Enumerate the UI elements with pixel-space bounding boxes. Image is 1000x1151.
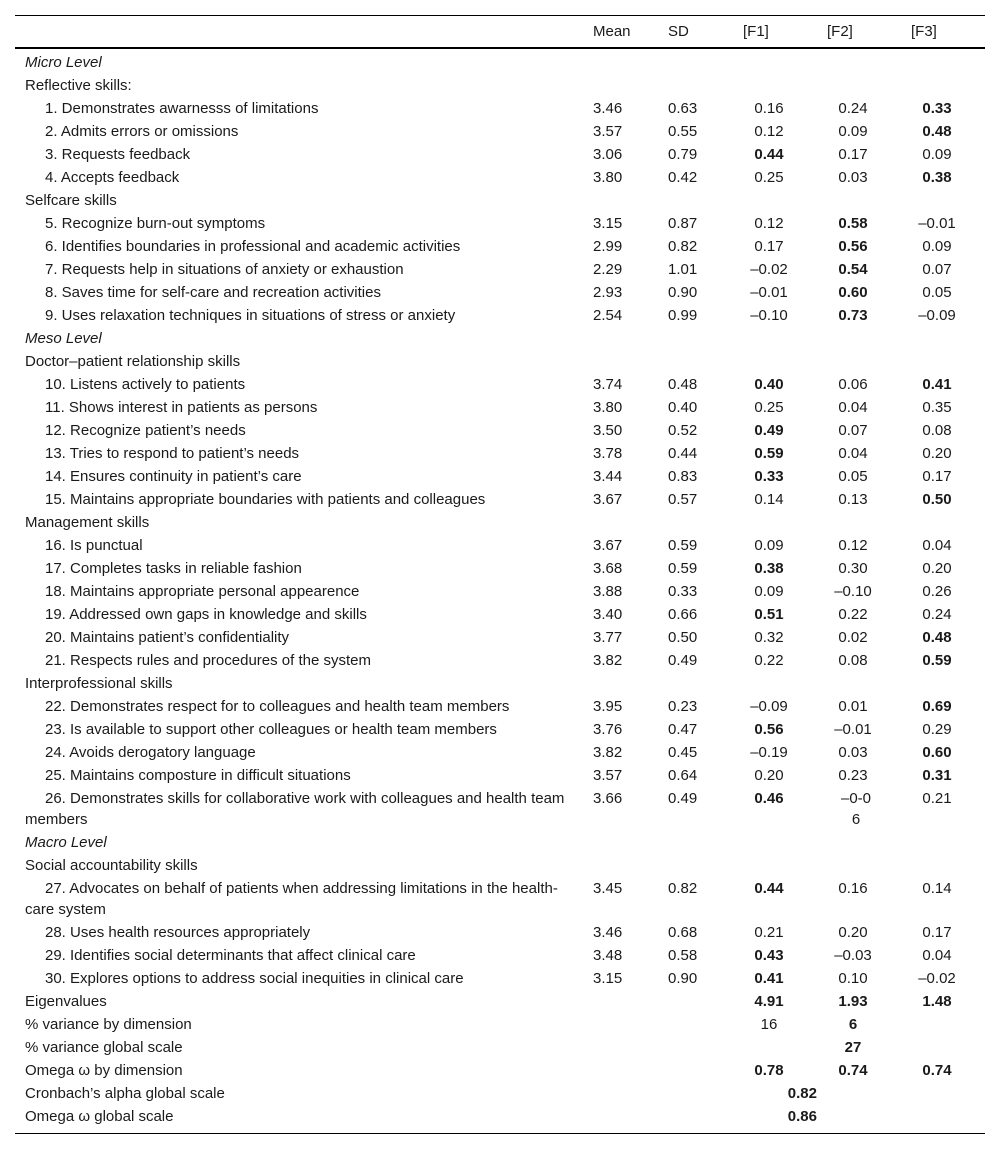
cell-f3: 0.29 xyxy=(922,721,952,738)
cell-f3: –0.09 xyxy=(918,307,956,324)
cell-f1: 0.25 xyxy=(754,399,784,416)
table-row xyxy=(15,534,985,557)
table-row xyxy=(15,603,985,626)
item-label: 23. Is available to support other colleagues or health team members xyxy=(45,721,497,738)
item-label: 12. Recognize patient’s needs xyxy=(45,422,246,439)
cell-sd: 0.68 xyxy=(668,924,698,941)
table-row xyxy=(15,764,985,787)
item-label: 6. Identifies boundaries in professional and academic activities xyxy=(45,238,461,255)
cell-f2: 0.06 xyxy=(838,376,868,393)
cell-f2: 0.04 xyxy=(838,445,868,462)
cell-f2: 0.12 xyxy=(838,537,868,554)
level-heading-row xyxy=(15,831,985,854)
cell-f1: 0.17 xyxy=(754,238,784,255)
table-row xyxy=(15,442,985,465)
cell-mean: 3.67 xyxy=(593,537,623,554)
item-label: 17. Completes tasks in reliable fashion xyxy=(45,560,302,577)
cell-f3: 0.07 xyxy=(922,261,952,278)
cell-f3: 0.48 xyxy=(922,629,952,646)
header-sd: SD xyxy=(668,23,689,40)
cell-f1: 0.49 xyxy=(754,422,784,439)
cell-f2: 0.16 xyxy=(838,880,868,897)
cell-f3: 0.05 xyxy=(922,284,952,301)
cell-sd: 0.64 xyxy=(668,767,698,784)
item-label: 2. Admits errors or omissions xyxy=(45,123,239,140)
cell-sd: 0.58 xyxy=(668,947,698,964)
item-label: 1. Demonstrates awarnesss of limitations xyxy=(45,100,319,117)
level-heading: Meso Level xyxy=(25,330,102,347)
cell-f3: 0.50 xyxy=(922,491,952,508)
cell-f3: 0.04 xyxy=(922,947,952,964)
summary-row-omega-dimension xyxy=(15,1059,985,1082)
cell-mean: 3.46 xyxy=(593,100,623,117)
cell-f3: 0.08 xyxy=(922,422,952,439)
cell-f2: –0.01 xyxy=(834,721,872,738)
cell-f3: 0.17 xyxy=(922,924,952,941)
cell-mean: 3.06 xyxy=(593,146,623,163)
cell-f1: 0.21 xyxy=(754,924,784,941)
cell-f1: 0.38 xyxy=(754,560,784,577)
group-heading: Social accountability skills xyxy=(25,857,198,874)
cell-mean: 3.46 xyxy=(593,924,623,941)
item-label: 15. Maintains appropriate boundaries with patients and colleagues xyxy=(45,491,486,508)
item-label: 13. Tries to respond to patient’s needs xyxy=(45,445,300,462)
table-row xyxy=(15,944,985,967)
cell-f2: 0.23 xyxy=(838,767,868,784)
table-row xyxy=(15,695,985,718)
variance-f3 xyxy=(901,1013,985,1036)
cell-f2: 0.30 xyxy=(838,560,868,577)
cell-mean: 3.15 xyxy=(593,215,623,232)
cell-mean: 3.57 xyxy=(593,767,623,784)
omega-f1: 0.78 xyxy=(754,1062,784,1079)
cell-f1: –0.10 xyxy=(750,307,788,324)
group-heading-row xyxy=(15,189,985,212)
item-label: 28. Uses health resources appropriately xyxy=(45,924,311,941)
cell-sd: 0.87 xyxy=(668,215,698,232)
cell-f3: 0.35 xyxy=(922,399,952,416)
item-label: 22. Demonstrates respect for to colleagues and health team members xyxy=(45,698,510,715)
table-row xyxy=(15,488,985,511)
summary-row-alpha-global xyxy=(15,1082,985,1105)
item-label: 29. Identifies social determinants that affect clinical care xyxy=(45,947,416,964)
cell-sd: 0.82 xyxy=(668,880,698,897)
cell-mean: 3.80 xyxy=(593,399,623,416)
cell-f3: 0.59 xyxy=(922,652,952,669)
item-label: 21. Respects rules and procedures of the system xyxy=(45,652,372,669)
cell-f1: 0.22 xyxy=(754,652,784,669)
cell-mean: 3.95 xyxy=(593,698,623,715)
cell-mean: 3.44 xyxy=(593,468,623,485)
summary-label: Omega ω by dimension xyxy=(25,1062,183,1079)
cell-f2: 0.73 xyxy=(838,307,868,324)
cell-mean: 3.80 xyxy=(593,169,623,186)
cell-f1: 0.51 xyxy=(754,606,784,623)
summary-row-eigenvalues xyxy=(15,990,985,1013)
cell-sd: 0.44 xyxy=(668,445,698,462)
cell-f1: 0.43 xyxy=(754,947,784,964)
cell-sd: 0.59 xyxy=(668,560,698,577)
cell-sd: 0.48 xyxy=(668,376,698,393)
omega-f2: 0.74 xyxy=(838,1062,868,1079)
cell-sd: 0.55 xyxy=(668,123,698,140)
cell-mean: 3.15 xyxy=(593,970,623,987)
cell-f1: 0.12 xyxy=(754,215,784,232)
cell-f1: 0.14 xyxy=(754,491,784,508)
cell-sd: 0.79 xyxy=(668,146,698,163)
omega-f3: 0.74 xyxy=(922,1062,952,1079)
cell-f2: 0.22 xyxy=(838,606,868,623)
group-heading: Doctor–patient relationship skills xyxy=(25,353,241,370)
cell-f3: 0.09 xyxy=(922,238,952,255)
item-label: 4. Accepts feedback xyxy=(45,169,180,186)
cell-mean: 3.76 xyxy=(593,721,623,738)
group-heading: Interprofessional skills xyxy=(25,675,173,692)
table-row xyxy=(15,304,985,327)
group-heading-row xyxy=(15,511,985,534)
cell-mean: 3.68 xyxy=(593,560,623,577)
cell-f2: 0.04 xyxy=(838,399,868,416)
cell-sd: 0.57 xyxy=(668,491,698,508)
table-row xyxy=(15,921,985,944)
item-label: 16. Is punctual xyxy=(45,537,143,554)
cell-f1: 0.59 xyxy=(754,445,784,462)
item-label: 26. Demonstrates skills for collaborative work with colleagues and health team members xyxy=(25,790,565,828)
header-f2: [F2] xyxy=(827,23,853,40)
cell-sd: 0.82 xyxy=(668,238,698,255)
cell-f1: –0.02 xyxy=(750,261,788,278)
cell-f2: 0.60 xyxy=(838,284,868,301)
cell-sd: 0.50 xyxy=(668,629,698,646)
table-row xyxy=(15,967,985,990)
cell-mean: 2.99 xyxy=(593,238,623,255)
cell-mean: 3.74 xyxy=(593,376,623,393)
cell-f1: –0.19 xyxy=(750,744,788,761)
item-label: 10. Listens actively to patients xyxy=(45,376,246,393)
cell-f2: 0.09 xyxy=(838,123,868,140)
cell-f2: 0.17 xyxy=(838,146,868,163)
item-label: 20. Maintains patient’s confidentiality xyxy=(45,629,290,646)
cell-f3: 0.20 xyxy=(922,445,952,462)
cell-f1: 0.09 xyxy=(754,537,784,554)
cell-f2: 0.02 xyxy=(838,629,868,646)
table-row xyxy=(15,97,985,120)
cell-f2: 0.07 xyxy=(838,422,868,439)
item-label: 14. Ensures continuity in patient’s care xyxy=(45,468,302,485)
summary-label: Cronbach’s alpha global scale xyxy=(25,1085,225,1102)
summary-row-omega-global xyxy=(15,1105,985,1134)
cell-f3: –0.01 xyxy=(918,215,956,232)
cell-mean: 3.78 xyxy=(593,445,623,462)
cell-sd: 0.49 xyxy=(668,652,698,669)
cell-mean: 2.29 xyxy=(593,261,623,278)
cell-f2: 0.24 xyxy=(838,100,868,117)
header-f3: [F3] xyxy=(911,23,937,40)
cell-f1: 0.33 xyxy=(754,468,784,485)
item-label: 19. Addressed own gaps in knowledge and skills xyxy=(45,606,367,623)
cell-f2: 0.20 xyxy=(838,924,868,941)
table-row xyxy=(15,396,985,419)
cell-f2: –0.03 xyxy=(834,947,872,964)
cell-sd: 0.23 xyxy=(668,698,698,715)
level-heading-row xyxy=(15,327,985,350)
cell-f1: 0.56 xyxy=(754,721,784,738)
table-row xyxy=(15,281,985,304)
header-f1: [F1] xyxy=(743,23,769,40)
cell-f2: –0.10 xyxy=(834,583,872,600)
table-row xyxy=(15,258,985,281)
table-header-row xyxy=(15,16,985,49)
cell-f3: 0.38 xyxy=(922,169,952,186)
cell-f3: 0.48 xyxy=(922,123,952,140)
cell-sd: 0.59 xyxy=(668,537,698,554)
item-label: 9. Uses relaxation techniques in situations of stress or anxiety xyxy=(45,307,456,324)
cell-f1: 0.25 xyxy=(754,169,784,186)
cell-mean: 3.50 xyxy=(593,422,623,439)
cell-sd: 0.66 xyxy=(668,606,698,623)
table-row xyxy=(15,465,985,488)
table-row xyxy=(15,877,985,921)
item-label: 24. Avoids derogatory language xyxy=(45,744,256,761)
level-heading-row xyxy=(15,48,985,74)
group-heading-row xyxy=(15,74,985,97)
cell-sd: 0.49 xyxy=(668,790,698,807)
table-row xyxy=(15,741,985,764)
table-row xyxy=(15,212,985,235)
cell-f1: 0.41 xyxy=(754,970,784,987)
level-heading: Micro Level xyxy=(25,54,102,71)
cell-f1: 0.16 xyxy=(754,100,784,117)
item-label: 27. Advocates on behalf of patients when addressing limitations in the health-care system xyxy=(25,880,558,918)
table-row xyxy=(15,557,985,580)
cell-f1: 0.44 xyxy=(754,880,784,897)
cell-mean: 3.45 xyxy=(593,880,623,897)
cell-f3: 0.26 xyxy=(922,583,952,600)
cell-sd: 0.40 xyxy=(668,399,698,416)
cell-f2: 0.03 xyxy=(838,744,868,761)
item-label: 30. Explores options to address social inequities in clinical care xyxy=(45,970,464,987)
cell-sd: 0.33 xyxy=(668,583,698,600)
cell-f1: 0.46 xyxy=(754,790,784,807)
cell-sd: 0.90 xyxy=(668,284,698,301)
table-row xyxy=(15,235,985,258)
eigenvalue-f3: 1.48 xyxy=(922,993,952,1010)
table-row xyxy=(15,419,985,442)
table-body xyxy=(15,48,985,1134)
cell-mean: 3.82 xyxy=(593,652,623,669)
cell-sd: 0.52 xyxy=(668,422,698,439)
level-heading: Macro Level xyxy=(25,834,107,851)
cell-f2: 0.56 xyxy=(838,238,868,255)
header-mean: Mean xyxy=(593,23,631,40)
group-heading: Reflective skills: xyxy=(25,77,132,94)
eigenvalue-f1: 4.91 xyxy=(754,993,784,1010)
results-table-wrapper xyxy=(15,15,985,1134)
cell-sd: 0.47 xyxy=(668,721,698,738)
table-row xyxy=(15,143,985,166)
header-item xyxy=(15,16,583,49)
alpha-global-value: 0.82 xyxy=(787,1085,817,1102)
cell-f2: 0.08 xyxy=(838,652,868,669)
table-row xyxy=(15,626,985,649)
factor-loadings-table xyxy=(15,15,985,1134)
cell-f2: –0-06 xyxy=(840,790,872,828)
summary-label: % variance global scale xyxy=(25,1039,183,1056)
group-heading: Selfcare skills xyxy=(25,192,117,209)
item-label: 5. Recognize burn-out symptoms xyxy=(45,215,266,232)
cell-f2: 0.10 xyxy=(838,970,868,987)
omega-global-value: 0.86 xyxy=(787,1108,817,1125)
cell-f3: 0.04 xyxy=(922,537,952,554)
cell-f3: 0.21 xyxy=(922,790,952,807)
cell-mean: 3.66 xyxy=(593,790,623,807)
cell-mean: 3.82 xyxy=(593,744,623,761)
variance-global-value: 27 xyxy=(844,1039,862,1056)
summary-label: Omega ω global scale xyxy=(25,1108,174,1125)
cell-f1: 0.40 xyxy=(754,376,784,393)
cell-f2: 0.54 xyxy=(838,261,868,278)
cell-f3: 0.31 xyxy=(922,767,952,784)
item-label: 3. Requests feedback xyxy=(45,146,191,163)
table-row xyxy=(15,166,985,189)
cell-sd: 0.42 xyxy=(668,169,698,186)
item-label: 18. Maintains appropriate personal appearence xyxy=(45,583,360,600)
cell-mean: 2.54 xyxy=(593,307,623,324)
table-row xyxy=(15,373,985,396)
cell-f3: 0.33 xyxy=(922,100,952,117)
eigenvalue-f2: 1.93 xyxy=(838,993,868,1010)
group-heading: Management skills xyxy=(25,514,150,531)
item-label: 7. Requests help in situations of anxiety or exhaustion xyxy=(45,261,404,278)
cell-sd: 0.83 xyxy=(668,468,698,485)
summary-label: Eigenvalues xyxy=(25,993,107,1010)
table-row xyxy=(15,649,985,672)
cell-sd: 0.99 xyxy=(668,307,698,324)
cell-f3: 0.60 xyxy=(922,744,952,761)
variance-f1: 16 xyxy=(760,1016,778,1033)
cell-mean: 3.48 xyxy=(593,947,623,964)
cell-f2: 0.03 xyxy=(838,169,868,186)
cell-f1: 0.32 xyxy=(754,629,784,646)
summary-label: % variance by dimension xyxy=(25,1016,192,1033)
item-label: 11. Shows interest in patients as persons xyxy=(45,399,318,416)
cell-f1: 0.09 xyxy=(754,583,784,600)
item-label: 25. Maintains composture in difficult situations xyxy=(45,767,351,784)
cell-f3: 0.41 xyxy=(922,376,952,393)
cell-mean: 2.93 xyxy=(593,284,623,301)
cell-f3: 0.20 xyxy=(922,560,952,577)
cell-f3: 0.17 xyxy=(922,468,952,485)
table-row xyxy=(15,580,985,603)
cell-f2: 0.13 xyxy=(838,491,868,508)
cell-mean: 3.57 xyxy=(593,123,623,140)
cell-f3: 0.24 xyxy=(922,606,952,623)
cell-f1: 0.12 xyxy=(754,123,784,140)
group-heading-row xyxy=(15,854,985,877)
cell-sd: 0.90 xyxy=(668,970,698,987)
cell-f2: 0.01 xyxy=(838,698,868,715)
cell-f1: 0.20 xyxy=(754,767,784,784)
cell-f3: –0.02 xyxy=(918,970,956,987)
summary-row-variance-global xyxy=(15,1036,985,1059)
cell-sd: 0.45 xyxy=(668,744,698,761)
cell-mean: 3.77 xyxy=(593,629,623,646)
cell-mean: 3.88 xyxy=(593,583,623,600)
cell-f2: 0.58 xyxy=(838,215,868,232)
cell-sd: 1.01 xyxy=(668,261,698,278)
cell-f1: –0.09 xyxy=(750,698,788,715)
cell-f1: –0.01 xyxy=(750,284,788,301)
cell-f3: 0.09 xyxy=(922,146,952,163)
summary-row-variance-dimension xyxy=(15,1013,985,1036)
cell-f1: 0.44 xyxy=(754,146,784,163)
variance-f2: 6 xyxy=(848,1016,858,1033)
group-heading-row xyxy=(15,350,985,373)
item-label: 8. Saves time for self-care and recreation activities xyxy=(45,284,381,301)
cell-f3: 0.14 xyxy=(922,880,952,897)
table-row xyxy=(15,787,985,831)
table-row xyxy=(15,120,985,143)
cell-f2: 0.05 xyxy=(838,468,868,485)
cell-sd: 0.63 xyxy=(668,100,698,117)
group-heading-row xyxy=(15,672,985,695)
table-row xyxy=(15,718,985,741)
cell-mean: 3.67 xyxy=(593,491,623,508)
cell-mean: 3.40 xyxy=(593,606,623,623)
cell-f3: 0.69 xyxy=(922,698,952,715)
